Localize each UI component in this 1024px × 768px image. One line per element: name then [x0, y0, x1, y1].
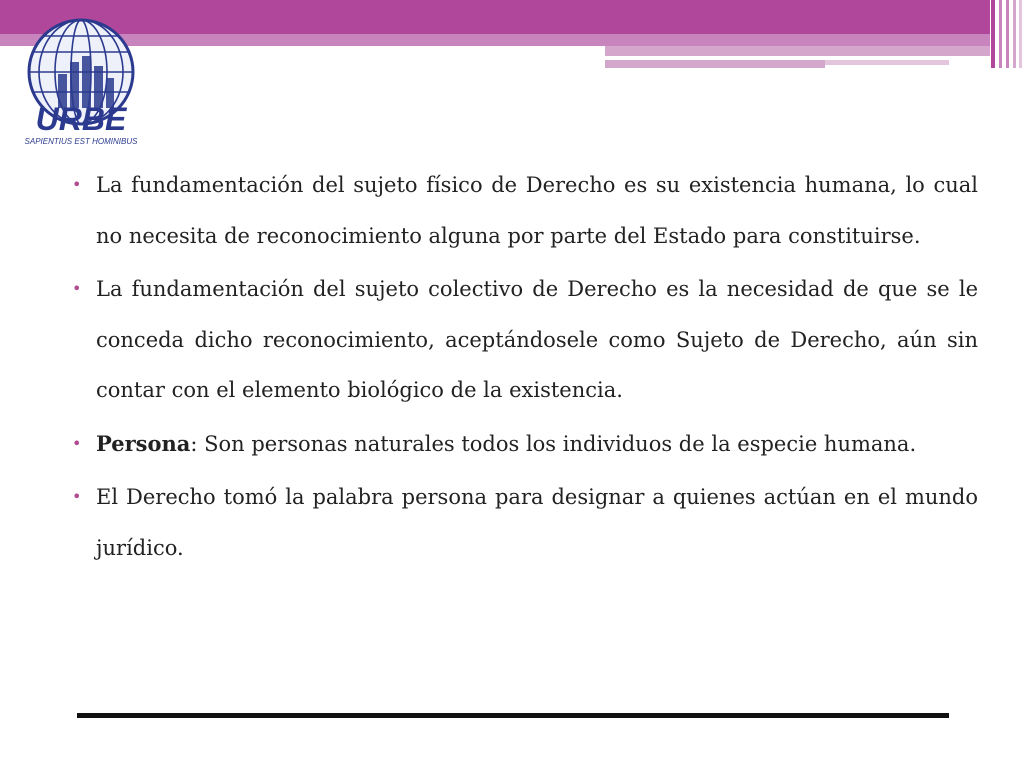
bullet-text: : Son personas naturales todos los individuos de la especie humana. [190, 431, 917, 456]
bullet-text: La fundamentación del sujeto colectivo de Derecho es la necesidad de que se le conceda dicho reconocimiento, aceptándosele como Sujeto de Derecho, aún sin contar con el elemento biológico de la existencia. [96, 277, 978, 402]
slide-content [72, 160, 978, 576]
bullet-text: La fundamentación del sujeto físico de Derecho es su existencia humana, lo cual no necesita de reconocimiento alguna por parte del Estado para constituirse. [96, 173, 978, 248]
bullet-item [72, 264, 978, 416]
bullet-bold-term: Persona [96, 430, 191, 456]
bullet-icon: • [72, 433, 82, 453]
university-logo [22, 16, 140, 150]
bullet-icon: • [72, 279, 82, 298]
bullet-item [72, 160, 978, 261]
bullet-item [72, 472, 978, 573]
footer-divider [77, 713, 949, 718]
logo-wordmark: URBE [35, 101, 127, 137]
bullet-text: El Derecho tomó la palabra persona para designar a quienes actúan en el mundo jurídico. [96, 485, 978, 560]
bullet-icon: • [72, 487, 82, 506]
logo-motto: SAPIENTIUS EST HOMINIBUS [24, 137, 138, 146]
header-decoration [0, 0, 1024, 72]
bullet-icon: • [72, 175, 82, 194]
bullet-item [72, 419, 978, 470]
